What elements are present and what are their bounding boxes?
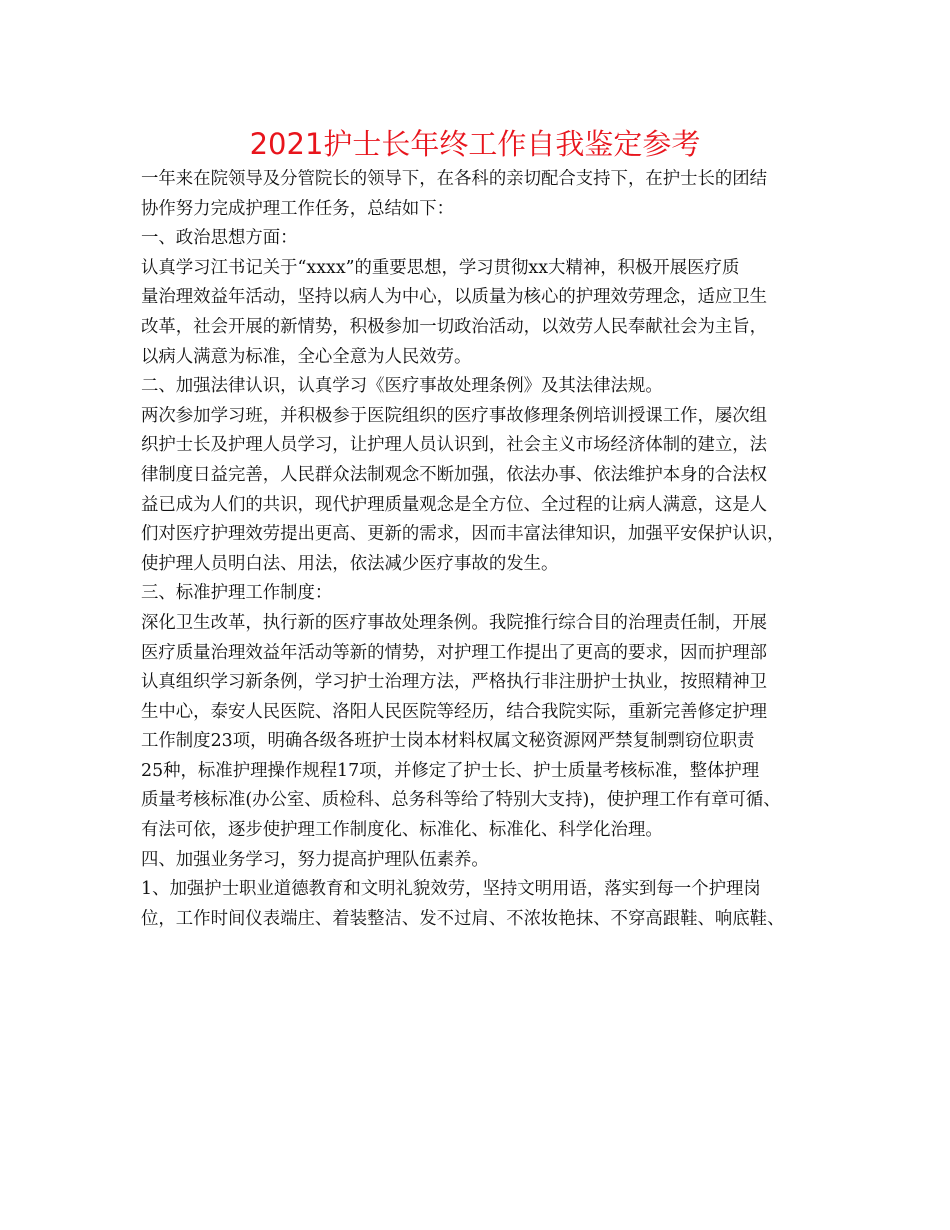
document-title: 2021护士长年终工作自我鉴定参考 <box>249 127 701 161</box>
text-line: 25种，标准护理操作规程17项，并修定了护士长、护士质量考核标准，整体护理 <box>141 760 760 781</box>
text-line: 深化卫生改革，执行新的医疗事故处理条例。我院推行综合目的治理责任制，开展 <box>141 612 768 633</box>
text-line: 工作制度23项，明确各级各班护士岗本材料权属文秘资源网严禁复制剽窃位职责 <box>141 731 755 752</box>
text-line: 织护士长及护理人员学习，让护理人员认识到，社会主义市场经济体制的建立，法 <box>141 435 768 456</box>
text-line: 一年来在院领导及分管院长的领导下，在各科的亲切配合支持下，在护士长的团结 <box>141 169 768 189</box>
text-line: 协作努力完成护理工作任务，总结如下： <box>141 198 455 219</box>
text-line: 生中心，泰安人民医院、洛阳人民医院等经历，结合我院实际，重新完善修定护理 <box>141 701 768 722</box>
text-line: 认真学习江书记关于“xxxx”的重要思想，学习贯彻xx大精神，积极开展医疗质 <box>141 257 740 278</box>
text-line: 1、加强护士职业道德教育和文明礼貌效劳，坚持文明用语，落实到每一个护理岗 <box>141 879 761 900</box>
text-line: 改革，社会开展的新情势，积极参加一切政治活动，以效劳人民奉献社会为主旨， <box>141 316 768 337</box>
text-line: 两次参加学习班，并积极参于医院组织的医疗事故修理条例培训授课工作，屡次组 <box>141 405 768 426</box>
text-line: 医疗质量治理效益年活动等新的情势，对护理工作提出了更高的要求，因而护理部 <box>141 642 768 663</box>
section-heading: 二、加强法律认识，认真学习《医疗事故处理条例》及其法律法规。 <box>141 376 663 397</box>
text-line: 量治理效益年活动，坚持以病人为中心，以质量为核心的护理效劳理念，适应卫生 <box>141 287 768 308</box>
text-line: 律制度日益完善，人民群众法制观念不断加强，依法办事、依法维护本身的合法权 <box>141 464 768 485</box>
section-heading: 三、标准护理工作制度： <box>141 583 333 604</box>
text-line: 有法可依，逐步使护理工作制度化、标准化、标准化、科学化治理。 <box>141 820 663 841</box>
section-heading: 一、政治思想方面： <box>141 228 298 249</box>
text-line: 益已成为人们的共识，现代护理质量观念是全方位、全过程的让病人满意，这是人 <box>141 494 768 515</box>
text-line: 以病人满意为标准，全心全意为人民效劳。 <box>141 346 472 367</box>
text-line: 位，工作时间仪表端庄、着装整洁、发不过肩、不浓妆艳抹、不穿高跟鞋、响底鞋、 <box>141 908 785 929</box>
text-line: 认真组织学习新条例，学习护士治理方法，严格执行非注册护士执业，按照精神卫 <box>141 672 768 693</box>
text-line: 们对医疗护理效劳提出更高、更新的需求，因而丰富法律知识，加强平安保护认识， <box>141 524 785 545</box>
text-line: 质量考核标准(办公室、质检科、总务科等给了特别大支持)，使护理工作有章可循、 <box>141 790 781 811</box>
section-heading: 四、加强业务学习，努力提高护理队伍素养。 <box>141 849 489 870</box>
text-line: 使护理人员明白法、用法，依法减少医疗事故的发生。 <box>141 553 559 574</box>
document-body <box>141 165 821 934</box>
